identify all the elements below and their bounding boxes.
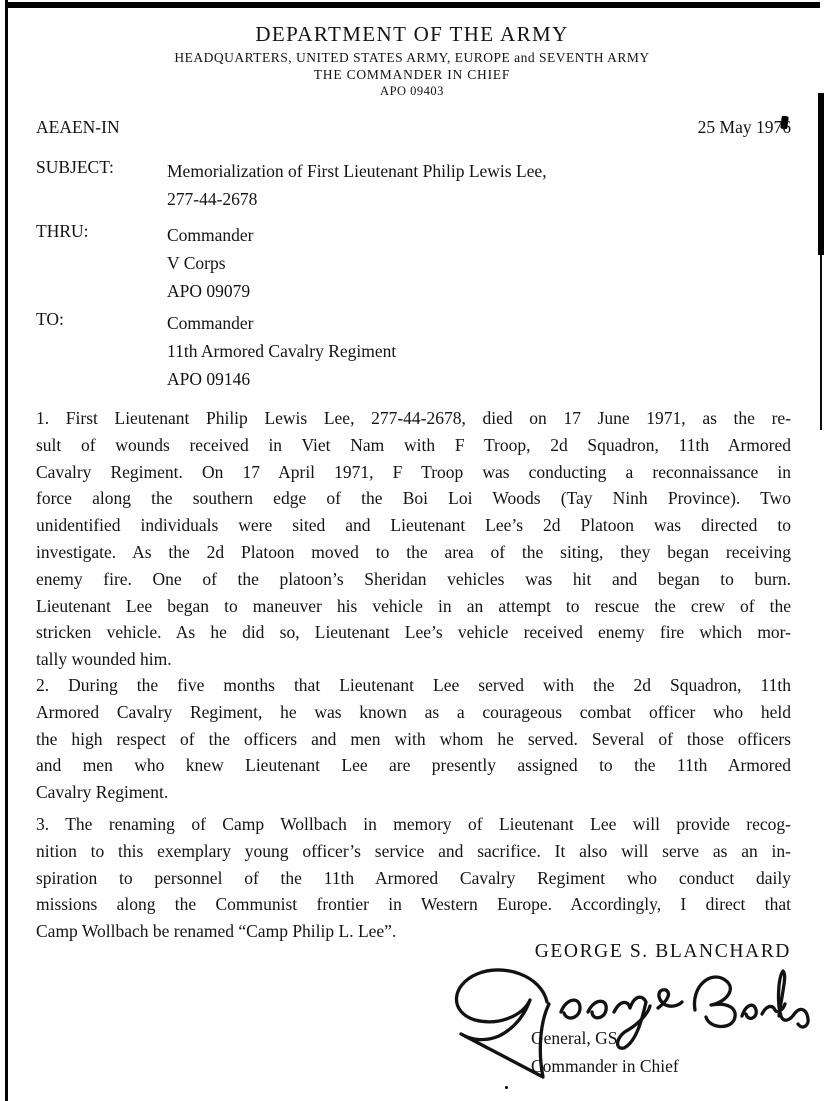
address-line: Commander [167, 313, 254, 333]
body-paragraph-1 [36, 405, 791, 673]
body-line: and men who knew Lieutenant Lee are presently assigned to the 11th Armored [36, 755, 791, 776]
body-line: stricken vehicle. As he did so, Lieutenant Lee’s vehicle received enemy fire which mor- [36, 622, 791, 643]
scan-edge-right-thin [820, 255, 822, 430]
office-symbol: AEAEN-IN [36, 117, 120, 137]
body-line: Lieutenant Lee began to maneuver his vehicle in an attempt to rescue the crew of the [36, 595, 791, 616]
thru-label: THRU: [36, 221, 89, 241]
subject-value [167, 157, 547, 213]
body-line: Cavalry Regiment. [36, 782, 169, 803]
body-line: sult of wounds received in Viet Nam with F Troop, 2d Squadron, 11th Armored [36, 434, 791, 455]
letterhead-org: DEPARTMENT OF THE ARMY [255, 22, 569, 46]
signature-title: Commander in Chief [531, 1056, 679, 1076]
body-line: investigate. As the 2d Platoon moved to the area of the siting, they began receiving [36, 541, 791, 562]
subject-line: Memorialization of First Lieutenant Philip Lewis Lee, [167, 161, 547, 181]
body-line: 3. The renaming of Camp Wollbach in memory of Lieutenant Lee will provide recog- [36, 814, 791, 834]
signature-rank: General, GS [531, 1028, 618, 1048]
body-line: spiration to personnel of the 11th Armored Cavalry Regiment who conduct daily [36, 867, 791, 888]
body-line: the high respect of the officers and men with whom he served. Several of those officers [36, 728, 791, 749]
body-line: enemy fire. One of the platoon’s Sheridan vehicles was hit and began to burn. [36, 568, 791, 589]
address-line: APO 09146 [167, 369, 251, 389]
scan-edge-right [818, 93, 824, 255]
body-line: tally wounded him. [36, 649, 172, 670]
signature-printed-name: GEORGE S. BLANCHARD [534, 941, 791, 962]
to-label: TO: [36, 309, 64, 329]
body-line: 2. During the five months that Lieutenant Lee served with the 2d Squadron, 11th [36, 675, 791, 695]
address-line: Commander [167, 225, 254, 245]
body-line: 1. First Lieutenant Philip Lewis Lee, 277-44-2678, died on 17 June 1971, as the re- [36, 408, 791, 428]
body-line: force along the southern edge of the Boi Loi Woods (Tay Ninh Province). Two [36, 488, 791, 509]
letterhead-command: HEADQUARTERS, UNITED STATES ARMY, EUROPE and SEVENTH ARMY [174, 50, 650, 65]
subject-line: 277-44-2678 [167, 189, 258, 209]
to-address [167, 309, 396, 393]
body-line: unidentified individuals were sited and Lieutenant Lee’s 2d Platoon was directed to [36, 515, 791, 536]
body-paragraph-2 [36, 672, 791, 806]
letterhead-apo: APO 09403 [380, 84, 444, 98]
reference-line [36, 117, 791, 138]
address-line: APO 09079 [167, 281, 251, 301]
address-line: 11th Armored Cavalry Regiment [167, 341, 397, 361]
body-line: Cavalry Regiment. On 17 April 1971, F Troop was conducting a reconnaissance in [36, 461, 791, 482]
scan-edge-top [8, 2, 820, 8]
body-line: Camp Wollbach be renamed “Camp Philip L. Lee”. [36, 921, 397, 942]
letterhead-office: THE COMMANDER IN CHIEF [313, 67, 511, 82]
ink-dot-artifact [505, 1086, 508, 1089]
body-line: nition to this exemplary young officer’s service and sacrifice. It also will serve as an in- [36, 840, 791, 861]
letter-date: 25 May 1976 [697, 117, 791, 137]
body-line: Armored Cavalry Regiment, he was known as a courageous combat officer who held [36, 701, 791, 722]
thru-address [167, 221, 254, 305]
scan-edge-left [5, 0, 8, 1101]
address-line: V Corps [167, 253, 226, 273]
subject-label: SUBJECT: [36, 157, 114, 177]
body-line: missions along the Communist frontier in Western Europe. Accordingly, I direct that [36, 894, 791, 915]
body-paragraph-3 [36, 811, 791, 945]
